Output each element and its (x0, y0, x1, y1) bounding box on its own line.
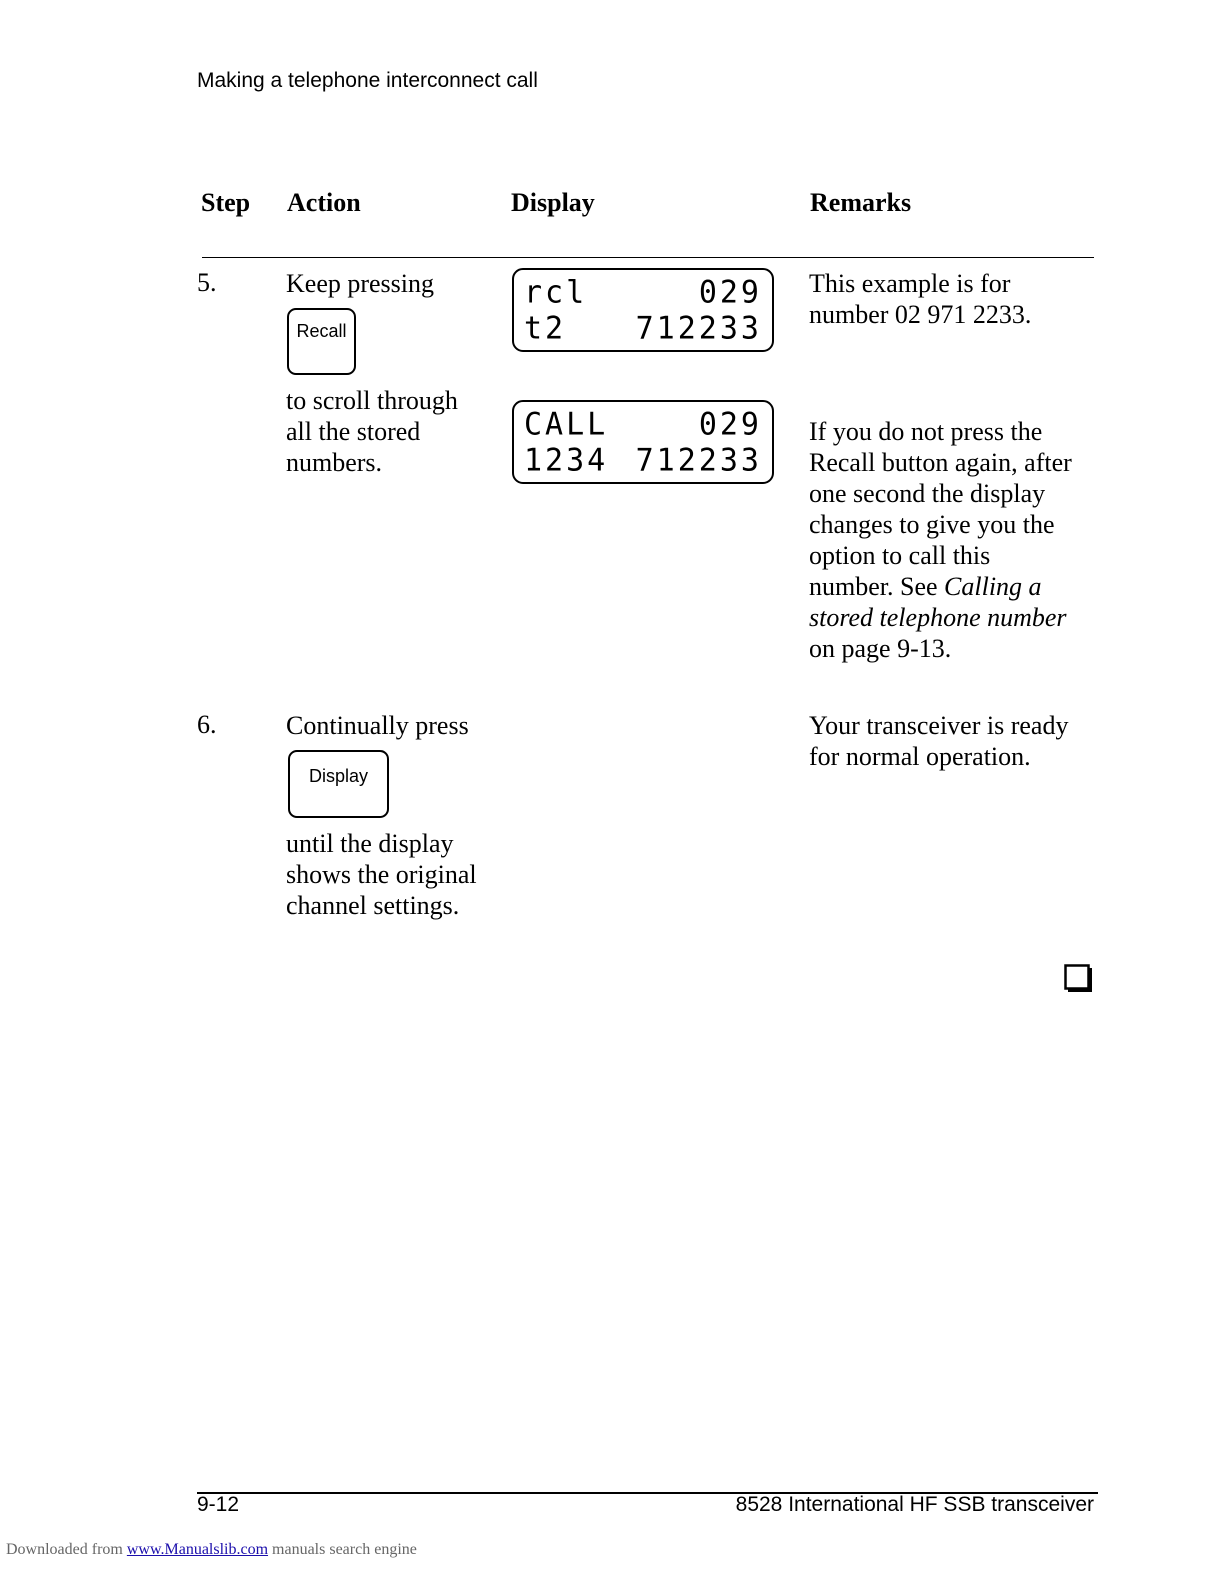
text-line: option to call this (809, 541, 991, 570)
lcd-text: t2 (524, 310, 567, 347)
lcd-display (512, 268, 774, 352)
end-of-section-box-icon (1064, 964, 1094, 994)
column-header-step: Step (201, 188, 251, 217)
lcd-display (512, 400, 774, 484)
source-link[interactable]: www.Manualslib.com (126, 1541, 269, 1558)
source-prefix: Downloaded from (6, 1541, 127, 1558)
lcd-text: CALL (524, 406, 609, 443)
text-line: number 02 971 2233. (809, 300, 1032, 329)
table-header-rule (202, 257, 1094, 258)
document-title: 8528 International HF SSB transceiver (735, 1493, 1094, 1516)
step-action-text: Keep pressing (286, 269, 435, 298)
lcd-text: 1234 (524, 442, 609, 479)
remark-text (809, 416, 1072, 664)
key-label: Display (308, 766, 369, 786)
source-suffix: manuals search engine (268, 1541, 417, 1558)
lcd-text: 029 (698, 406, 762, 443)
remark-text (809, 710, 1068, 772)
text-line: changes to give you the (809, 510, 1055, 539)
step-number: 5. (197, 268, 217, 297)
text-line: Recall button again, after (809, 448, 1072, 477)
text-line: all the stored (286, 417, 421, 446)
text-line: on page 9-13. (809, 634, 952, 663)
lcd-text: 029 (698, 274, 762, 311)
column-header-action: Action (287, 188, 361, 217)
text-line: until the display (286, 829, 454, 858)
text-line: one second the display (809, 479, 1046, 508)
step-number: 6. (197, 710, 217, 739)
text-line: Your transceiver is ready (809, 711, 1069, 740)
text-line: If you do not press the (809, 417, 1043, 446)
lcd-text: 712233 (635, 310, 762, 347)
column-header-remarks: Remarks (810, 188, 912, 217)
lcd-text: rcl (524, 274, 588, 311)
page-number: 9-12 (197, 1493, 240, 1516)
step-action-continuation (286, 385, 458, 478)
recall-key-icon (287, 308, 356, 375)
running-header: Making a telephone interconnect call (197, 69, 538, 92)
lcd-text: 712233 (635, 442, 762, 479)
key-label: Recall (296, 321, 347, 341)
remark-text (809, 268, 1031, 330)
cross-reference: Calling a (944, 572, 1042, 601)
display-key-icon (288, 750, 389, 818)
text-line: for normal operation. (809, 742, 1031, 771)
download-source-line (6, 1541, 417, 1559)
text-line: This example is for (809, 269, 1011, 298)
text-span: number. See (809, 572, 945, 601)
cross-reference: stored telephone number (809, 603, 1067, 632)
step-action-continuation (286, 828, 477, 921)
text-line: numbers. (286, 448, 383, 477)
text-line: to scroll through (286, 386, 458, 415)
column-header-display: Display (511, 188, 595, 217)
text-line: channel settings. (286, 891, 460, 920)
text-line (809, 571, 1072, 602)
text-line: shows the original (286, 860, 477, 889)
text-line (809, 602, 1072, 633)
step-action-text: Continually press (286, 711, 469, 740)
